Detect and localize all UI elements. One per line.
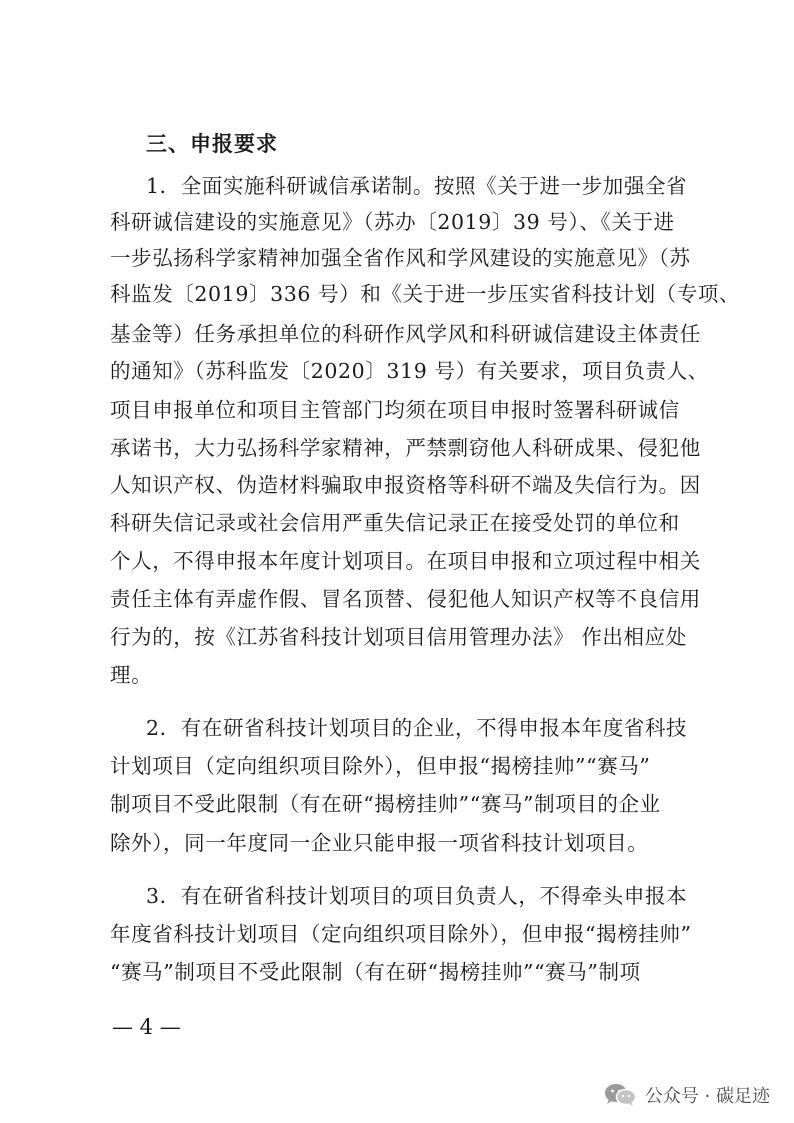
paragraph-line: 责任主体有弄虚作假、冒名顶替、侵犯他人知识产权等不良信用 [110,587,701,611]
page-number: — 4 — [112,1015,181,1039]
paragraph-line: 2．有在研省科技计划项目的企业，不得申报本年度省科技 [146,716,688,740]
paragraph-line: “赛马”制项目不受此限制（有在研“揭榜挂帅”“赛马”制项 [110,960,641,984]
paragraph-line: 基金等）任务承担单位的科研作风学风和科研诚信建设主体责任 [110,322,701,346]
paragraph-line: 理。 [110,663,153,687]
paragraph-line: 科研失信记录或社会信用严重失信记录正在接受处罚的单位和 [110,511,680,535]
watermark-text: 公众号 · 碳足迹 [644,1086,770,1107]
paragraph-line: 科研诚信建设的实施意见》（苏办〔2019〕39 号）、《关于进 [110,210,675,234]
paragraph-line: 一步弘扬科学家精神加强全省作风和学风建设的实施意见》（苏 [110,246,691,270]
paragraph-line: 年度省科技计划项目（定向组织项目除外），但申报“揭榜挂帅” [110,922,692,946]
paragraph-line: 的通知》（苏科监发〔2020〕319 号）有关要求，项目负责人、 [110,359,709,383]
paragraph-line: 承诺书，大力弘扬科学家精神，严禁剽窃他人科研成果、侵犯他 [110,436,701,460]
section-title: 三、申报要求 [146,132,278,156]
paragraph-line: 个人，不得申报本年度计划项目。在项目申报和立项过程中相关 [110,549,701,573]
paragraph-line: 科监发〔2019〕336 号）和《关于进一步压实省科技计划（专项、 [110,282,741,306]
watermark [603,1080,770,1110]
paragraph-line: 计划项目（定向组织项目除外），但申报“揭榜挂帅”“赛马” [110,754,651,778]
paragraph-line: 人知识产权、伪造材料骗取申报资格等科研不端及失信行为。因 [110,473,701,497]
paragraph-line: 除外），同一年度同一企业只能申报一项省科技计划项目。 [110,831,649,855]
wechat-logo-icon [603,1082,637,1108]
paragraph-line: 行为的，按《江苏省科技计划项目信用管理办法》 作出相应处 [110,625,687,649]
paragraph-line: 3．有在研省科技计划项目的项目负责人，不得牵头申报本 [146,884,688,908]
paragraph-line: 项目申报单位和项目主管部门均须在项目申报时签署科研诚信 [110,398,680,422]
paragraph-line: 制项目不受此限制（有在研“揭榜挂帅”“赛马”制项目的企业 [110,792,661,816]
paragraph-line: 1．全面实施科研诚信承诺制。按照《关于进一步加强全省 [146,174,688,198]
